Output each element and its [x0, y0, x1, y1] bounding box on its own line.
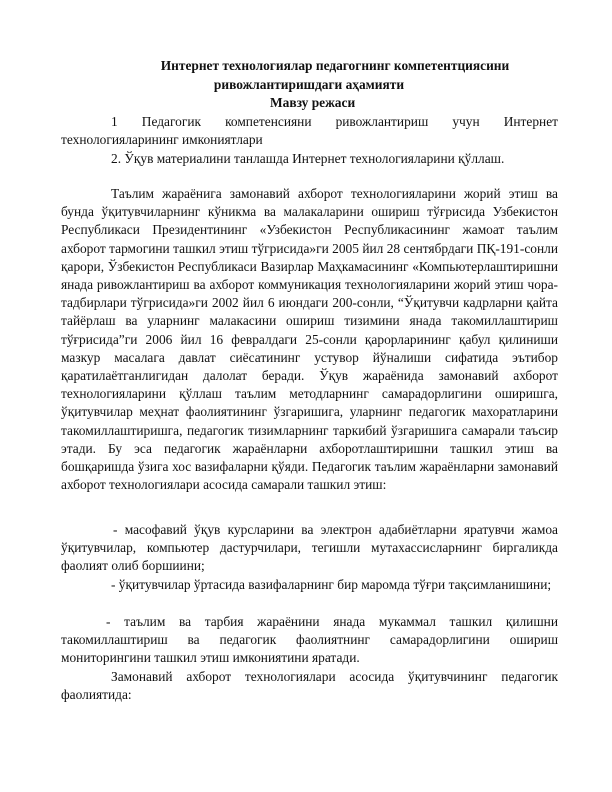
- paragraph-1: Таълим жараёнига замонавий ахборот технологияларини жорий этиш ва бунда ўқитувчиларнинг кўникма ва малакаларини ошириш тўғрисида Узбекистон Республикаси Президентининг «Узбекистон Республикасининг жамоат таълим ахборот тармогини ташкил этиш тўгрисида»ги 2005 йил 28 сентябрдаги ПҚ-191-сонли қарори, Ўзбекистон Республикаси Вазирлар Маҳкамасининг «Компьютерлаштиришни янада ривожлантириш ва ахборот коммуникация технологияларини жорий этиш чора-тадбирлари тўгрисида»ги 2002 йил 6 июндаги 200-сонли, “Ўқитувчи кадрларни қайта тайёрлаш ва уларнинг малакасини ошириш тизимини янада такомиллаштириш тўғрисида”ги 2006 йил 16 февралдаги 25-сонли қарорларининг қабул қилиниши мазкур масалага давлат сиёсатининг устувор йўналиши сифатида эътибор қаратилаётганлигидан далолат беради. Ўқув жараёнида замонавий ахборот технологияларини қўллаш таълим методларнинг самарадорлигини оширишга, ўқитувчилар меҳнат фаолиятининг ўзгаришига, уларнинг педагогик махоратларини такомиллаштиришга, педагогик тизимларнинг таркибий ўзгаришига самарали таъсир этади. Бу эса педагогик жараёнларни ахборотлаштиришни ташкил этиш ва бошқаришда ўзига хос вазифаларни қўяди. Педагогик таълим жараёнларни замонавий ахборот технологиялари асосида самарали ташкил этиш:: [61, 186, 558, 493]
- bullet-item-3: - таълим ва тарбия жараёнини янада мукаммал ташкил қилишни такомиллаштириш ва педагогик фаолиятнинг самарадорлигини ошириш мониторингини ташкил этиш имкониятини яратади.: [61, 614, 558, 666]
- paragraph-2: Замонавий ахборот технологиялари асосида ўқитувчининг педагогик фаолиятида:: [61, 669, 558, 703]
- plan-heading: Мавзу режаси: [270, 95, 356, 110]
- bullet-item-2: - ўқитувчилар ўртасида вазифаларнинг бир маромда тўғри тақсимланишини;: [111, 577, 552, 592]
- title-line-2: ривожлантиришдаги аҳамияти: [213, 76, 405, 92]
- plan-item-2: 2. Ўқув материалини танлашда Интернет технологияларини қўллаш.: [111, 151, 505, 166]
- document-title: [60, 57, 558, 94]
- bullet-item-1: - масофавий ўқув курсларини ва электрон адабиётларни яратувчи жамоа ўқитувчилар, компьютер дастурчилари, тегишли мутахассисларнинг биргаликда фаолият олиб боршиини;: [61, 522, 558, 574]
- title-line-1: Интернет технологиялар педагогнинг компетентциясини: [160, 58, 510, 73]
- plan-item-1: 1 Педагогик компетенсияни ривожлантириш учун Интернет технологияларининг имкониятлари: [61, 114, 558, 148]
